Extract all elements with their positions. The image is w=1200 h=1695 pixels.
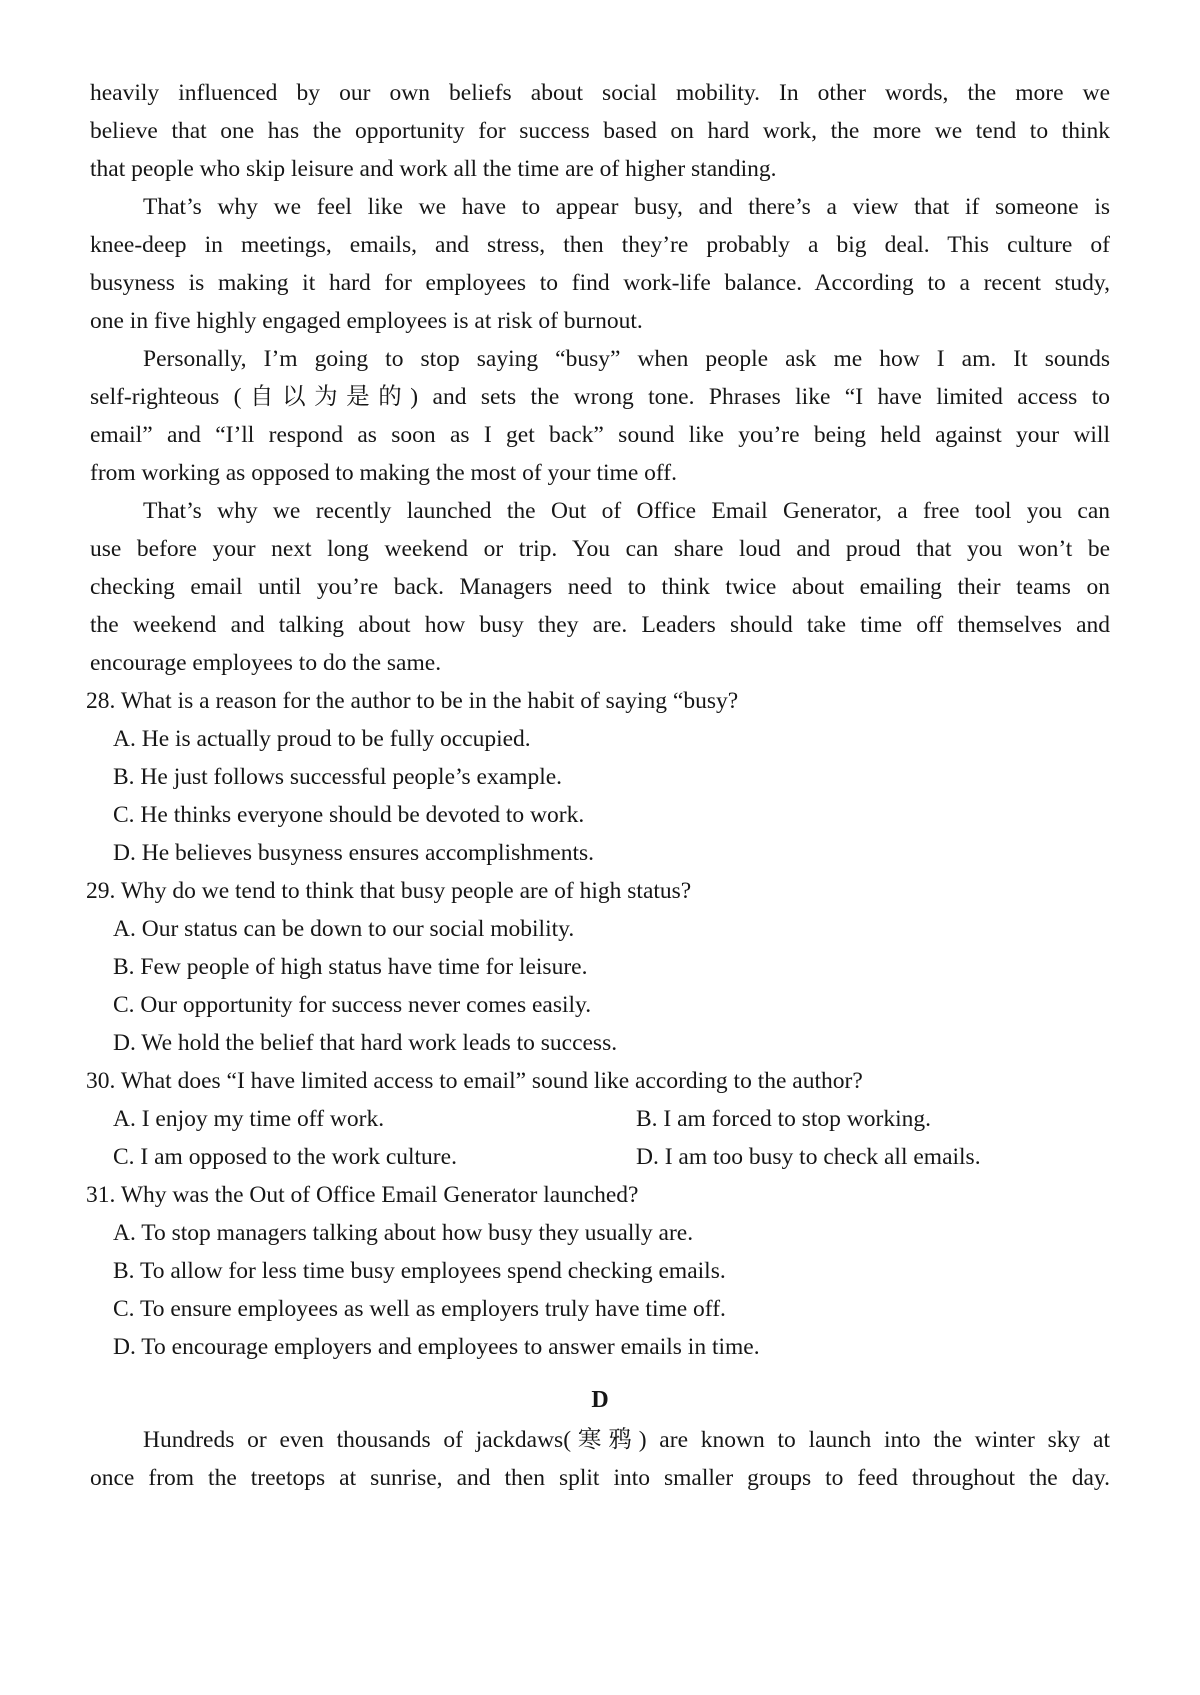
section-d-line: once from the treetops at sunrise, and then split into smaller groups to feed throughout the day. [90,1465,1110,1491]
question-30-option-b: B. I am forced to stop working. [636,1106,932,1132]
passage-line: That’s why we feel like we have to appear busy, and there’s a view that if someone is [143,194,1110,220]
passage-line: believe that one has the opportunity for success based on hard work, the more we tend to think [90,118,1110,144]
question-28-stem: 28. What is a reason for the author to be in the habit of saying “busy? [86,688,739,714]
passage-line: self-righteous (自以为是的) and sets the wrong tone. Phrases like “I have limited access to [90,384,1110,410]
section-d-heading: D [591,1387,609,1413]
passage-line: busyness is making it hard for employees to find work-life balance. According to a recent study, [90,270,1110,296]
passage-line: the weekend and talking about how busy they are. Leaders should take time off themselves and [90,612,1110,638]
section-d-line: Hundreds or even thousands of jackdaws(寒鸦) are known to launch into the winter sky at [143,1427,1110,1453]
passage-line: email” and “I’ll respond as soon as I get back” sound like you’re being held against your will [90,422,1110,448]
question-30-option-c: C. I am opposed to the work culture. [113,1144,457,1170]
question-31-option-b: B. To allow for less time busy employees spend checking emails. [113,1258,726,1284]
question-28-option-a: A. He is actually proud to be fully occupied. [113,726,531,752]
question-29-option-a: A. Our status can be down to our social mobility. [113,916,575,942]
question-31-stem: 31. Why was the Out of Office Email Generator launched? [86,1182,639,1208]
passage-line: heavily influenced by our own beliefs about social mobility. In other words, the more we [90,80,1110,106]
question-30-option-d: D. I am too busy to check all emails. [636,1144,981,1170]
question-31-option-c: C. To ensure employees as well as employers truly have time off. [113,1296,726,1322]
question-29-option-d: D. We hold the belief that hard work leads to success. [113,1030,618,1056]
question-30-option-a: A. I enjoy my time off work. [113,1106,385,1132]
passage-line: checking email until you’re back. Managers need to think twice about emailing their teams on [90,574,1110,600]
question-30-stem: 30. What does “I have limited access to email” sound like according to the author? [86,1068,863,1094]
question-29-option-c: C. Our opportunity for success never comes easily. [113,992,592,1018]
passage-line: one in five highly engaged employees is at risk of burnout. [90,308,643,334]
passage-line: from working as opposed to making the most of your time off. [90,460,677,486]
passage-line: knee-deep in meetings, emails, and stress, then they’re probably a big deal. This culture of [90,232,1110,258]
passage-line: encourage employees to do the same. [90,650,442,676]
passage-line: that people who skip leisure and work all the time are of higher standing. [90,156,777,182]
question-31-option-a: A. To stop managers talking about how busy they usually are. [113,1220,694,1246]
question-29-stem: 29. Why do we tend to think that busy people are of high status? [86,878,692,904]
question-28-option-d: D. He believes busyness ensures accomplishments. [113,840,594,866]
passage-line: That’s why we recently launched the Out of Office Email Generator, a free tool you can [143,498,1110,524]
question-29-option-b: B. Few people of high status have time for leisure. [113,954,588,980]
passage-line: Personally, I’m going to stop saying “busy” when people ask me how I am. It sounds [143,346,1110,372]
question-28-option-c: C. He thinks everyone should be devoted to work. [113,802,585,828]
question-28-option-b: B. He just follows successful people’s example. [113,764,563,790]
passage-line: use before your next long weekend or trip. You can share loud and proud that you won’t be [90,536,1110,562]
question-31-option-d: D. To encourage employers and employees to answer emails in time. [113,1334,760,1360]
